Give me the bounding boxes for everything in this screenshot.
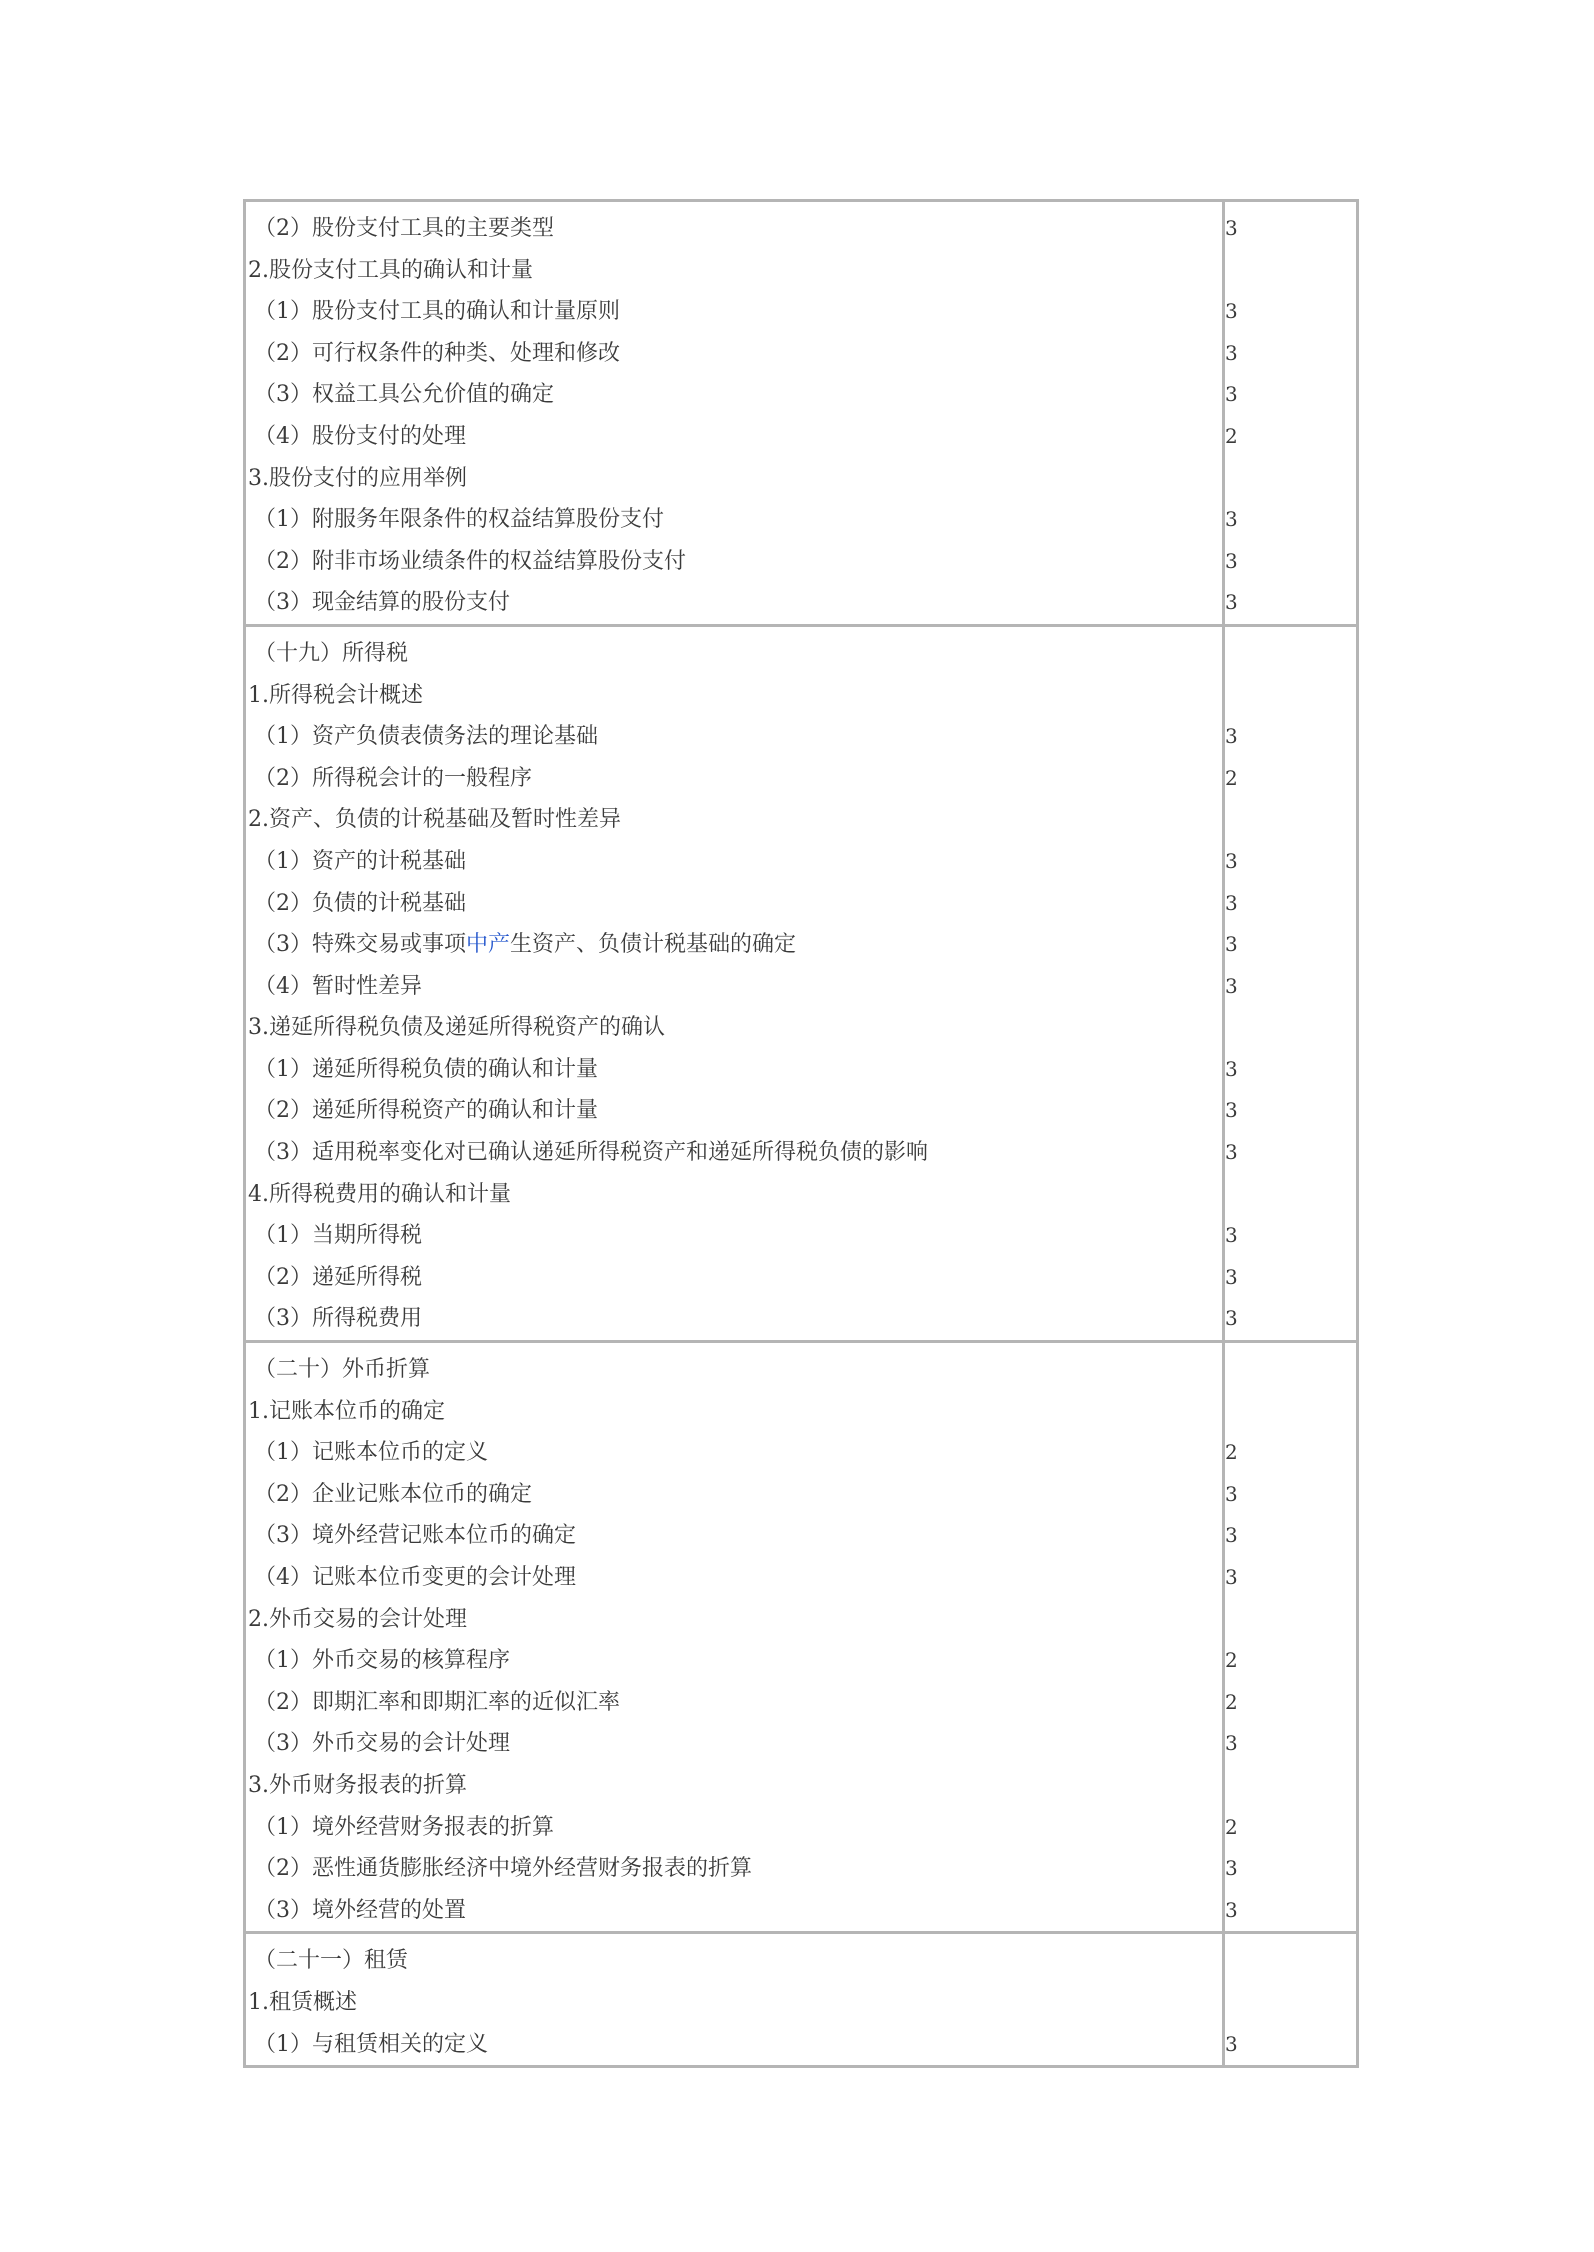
subitem-text: （3）境外经营的处置 [254,1897,466,1923]
level-value: 3 [1225,548,1238,573]
chapter-heading: （十九）所得税 [254,640,409,666]
section-content-cell [245,625,1224,1341]
topic-heading: 3.股份支付的应用举例 [248,465,467,491]
subitem-text: （2）附非市场业绩条件的权益结算股份支付 [254,548,686,574]
subitem-text: （2）递延所得税 [254,1264,422,1290]
topic-heading: 3.外币财务报表的折算 [248,1772,467,1798]
subitem-text: （3）境外经营记账本位币的确定 [254,1523,576,1549]
subitem-text: （3）适用税率变化对已确认递延所得税资产和递延所得税负债的影响 [254,1140,928,1166]
subitem-text: （2）恶性通货膨胀经济中境外经营财务报表的折算 [254,1856,752,1882]
level-value: 3 [1225,1731,1238,1756]
subitem-text-part: （3）特殊交易或事项 [254,932,466,958]
topic-heading: 1.租赁概述 [248,1989,357,2015]
level-value: 3 [1225,848,1238,873]
topic-heading: 2.股份支付工具的确认和计量 [248,257,533,283]
subitem-text: （4）股份支付的处理 [254,423,466,449]
level-value [1225,1765,1356,1807]
level-value: 3 [1225,1140,1238,1165]
subitem-text: （1）当期所得税 [254,1223,422,1249]
subitem-text: （3）权益工具公允价值的确定 [254,382,554,408]
level-value: 3 [1225,1481,1238,1506]
table-body [245,201,1358,2067]
subitem-text: （1）附服务年限条件的权益结算股份支付 [254,507,664,533]
level-value: 2 [1225,1648,1238,1673]
level-value: 3 [1225,216,1238,240]
level-value: 3 [1225,2031,1238,2056]
subitem-text: （2）递延所得税资产的确认和计量 [254,1098,598,1124]
level-value: 3 [1225,1565,1238,1589]
subitem-text: （1）外币交易的核算程序 [254,1648,510,1674]
level-value [1225,1174,1356,1216]
chapter-heading: （二十）外币折算 [254,1357,431,1383]
subitem-text: （1）股份支付工具的确认和计量原则 [254,299,620,325]
subitem-text: （2）负债的计税基础 [254,890,466,916]
level-value [1225,458,1356,500]
level-value: 3 [1225,1098,1238,1123]
subitem-text: （2）可行权条件的种类、处理和修改 [254,340,620,366]
level-value [1225,1982,1356,2024]
level-value: 2 [1225,423,1238,448]
level-value [1225,1349,1356,1391]
subitem-text: （4）记账本位币变更的会计处理 [254,1565,576,1590]
subitem-text: （1）资产负债表债务法的理论基础 [254,724,598,750]
level-value: 3 [1225,1306,1238,1331]
subitem-text: （2）股份支付工具的主要类型 [254,216,554,241]
level-value: 3 [1225,890,1238,915]
section-row [245,1933,1358,2067]
subitem-text: （2）所得税会计的一般程序 [254,765,532,791]
level-value: 3 [1225,1264,1238,1289]
level-value [1225,1599,1356,1641]
section-row [245,625,1358,1341]
subitem-text: （3）所得税费用 [254,1306,422,1332]
level-value: 3 [1225,299,1238,324]
level-value [1225,799,1356,841]
section-content-cell [245,1342,1224,1933]
chapter-heading: （二十一）租赁 [254,1948,409,1974]
topic-heading: 4.所得税费用的确认和计量 [248,1181,511,1207]
subitem-text: （3）外币交易的会计处理 [254,1731,510,1757]
syllabus-table [243,199,1359,2068]
level-value: 2 [1225,1689,1238,1714]
subitem-text: （2）企业记账本位币的确定 [254,1481,532,1507]
level-value [1225,633,1356,675]
level-value [1225,1007,1356,1049]
section-level-cell [1224,1342,1358,1933]
subitem-text-part: 生资产、负债计税基础的确定 [510,932,797,958]
section-level-cell [1224,625,1358,1341]
level-value: 3 [1225,507,1238,532]
subitem-text [246,924,1222,966]
subitem-text: （1）递延所得税负债的确认和计量 [254,1056,598,1082]
subitem-text: （1）记账本位币的定义 [254,1440,488,1466]
topic-heading: 3.递延所得税负债及递延所得税资产的确认 [248,1015,665,1041]
level-value: 3 [1225,1056,1238,1081]
subitem-text: （4）暂时性差异 [254,973,422,999]
level-value: 3 [1225,590,1238,615]
level-value: 3 [1225,382,1238,407]
level-value [1225,1391,1356,1433]
section-content-cell [245,201,1224,626]
subitem-text: （1）资产的计税基础 [254,848,466,874]
subitem-text: （1）境外经营财务报表的折算 [254,1814,554,1840]
topic-heading: 2.外币交易的会计处理 [248,1606,467,1632]
level-value: 2 [1225,1814,1238,1839]
section-row [245,201,1358,626]
level-value: 3 [1225,724,1238,749]
level-value: 2 [1225,1440,1238,1465]
topic-heading: 1.记账本位币的确定 [248,1398,445,1424]
level-value [1225,675,1356,717]
subitem-text: （3）现金结算的股份支付 [254,590,510,616]
level-value [1225,1940,1356,1982]
section-row [245,1342,1358,1933]
level-value: 3 [1225,1223,1238,1248]
topic-heading: 2.资产、负债的计税基础及暂时性差异 [248,807,621,833]
section-level-cell [1224,1933,1358,2067]
level-value: 3 [1225,1523,1238,1548]
highlighted-link-text[interactable]: 中产 [466,932,511,958]
level-value: 3 [1225,1856,1238,1881]
topic-heading: 1.所得税会计概述 [248,682,423,708]
level-value: 3 [1225,932,1238,957]
section-content-cell [245,1933,1224,2067]
subitem-text: （2）即期汇率和即期汇率的近似汇率 [254,1689,620,1715]
section-level-cell [1224,201,1358,626]
level-value: 3 [1225,973,1238,998]
subitem-text: （1）与租赁相关的定义 [254,2031,488,2057]
level-value: 3 [1225,340,1238,365]
level-value [1225,250,1356,292]
level-value: 3 [1225,1897,1238,1922]
level-value: 2 [1225,765,1238,790]
